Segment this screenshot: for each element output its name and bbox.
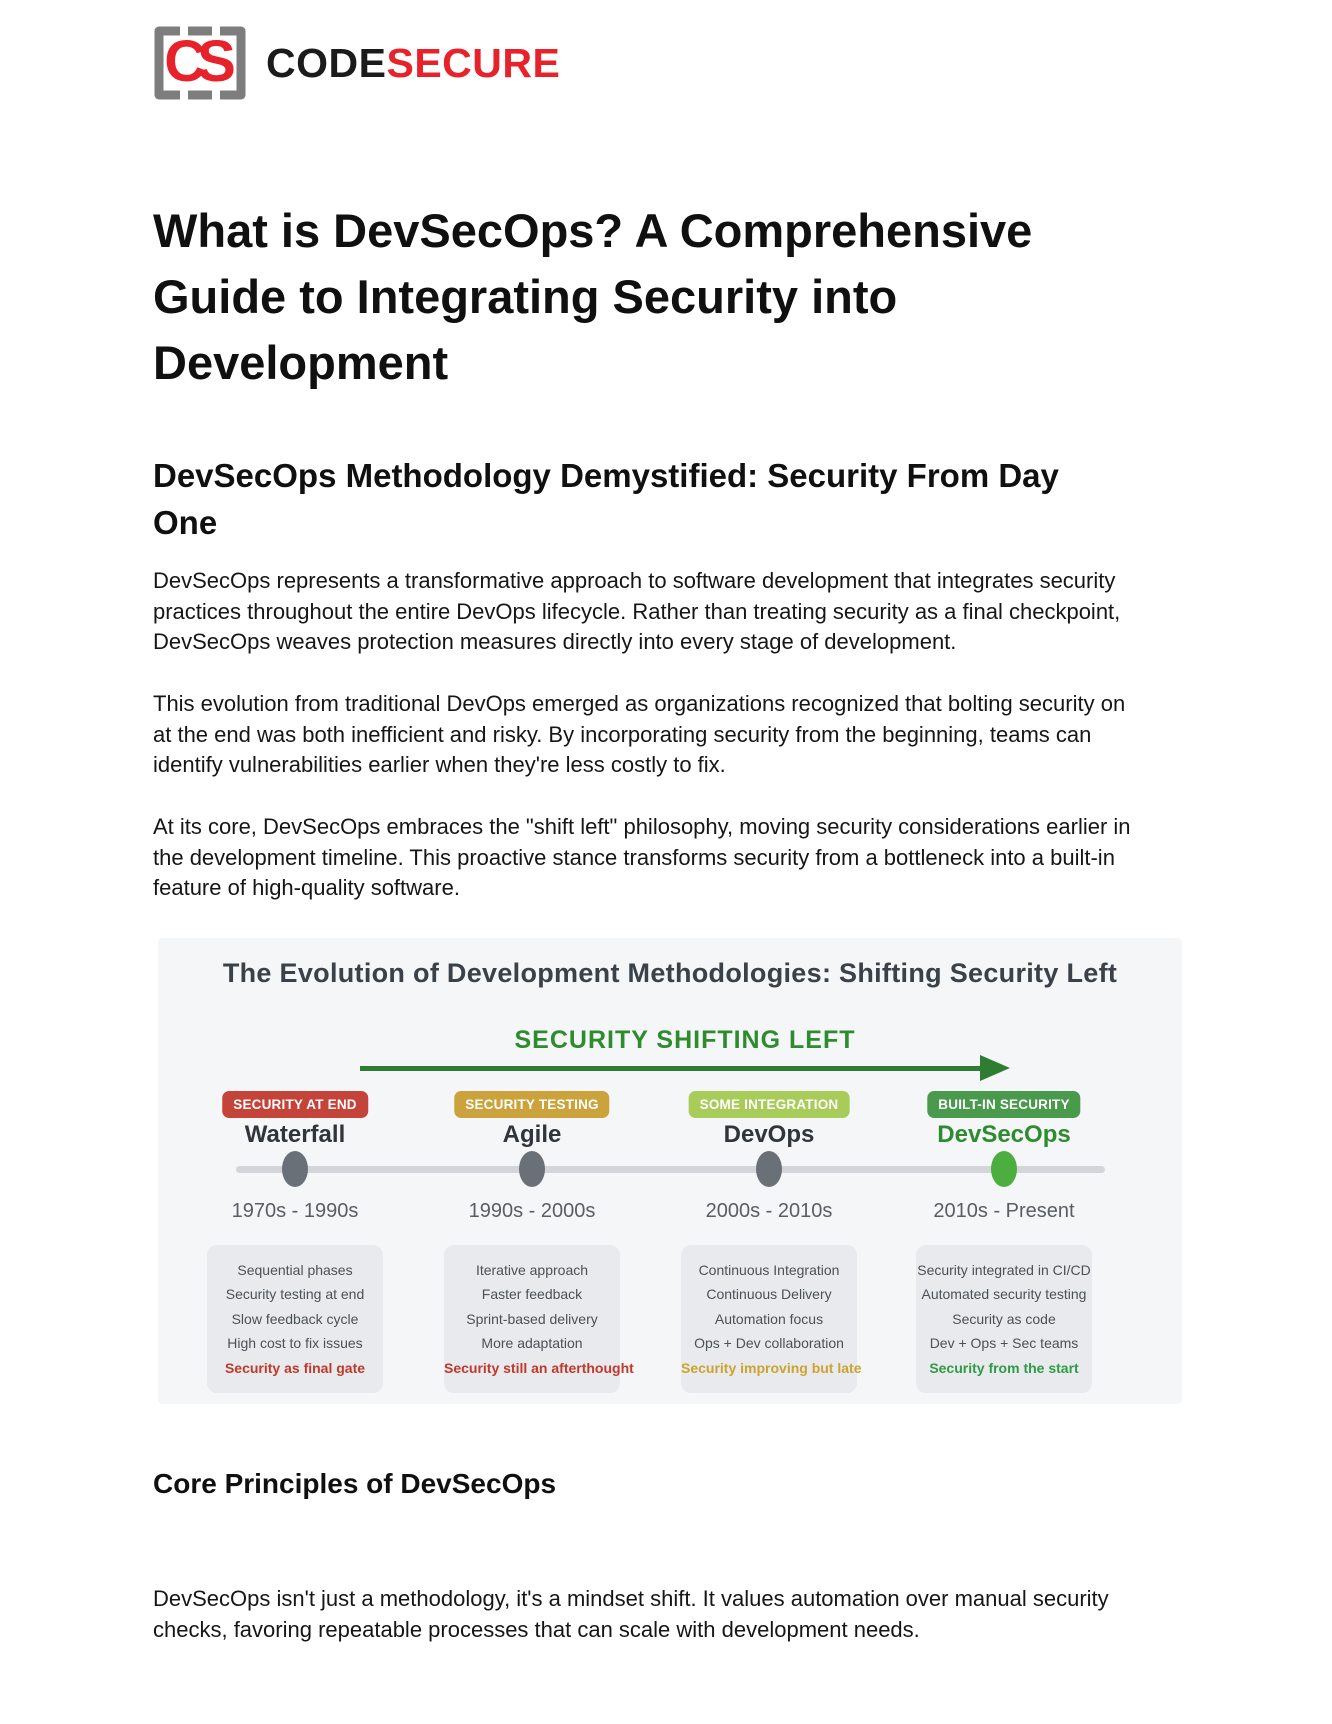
timeline-period: 1970s - 1990s xyxy=(231,1200,359,1222)
methodology-card xyxy=(444,1245,634,1393)
card-highlight: Security improving but late xyxy=(681,1359,862,1376)
cs-brackets-icon xyxy=(150,25,250,101)
page-title: What is DevSecOps? A Comprehensive Guide to Integrating Security into Development xyxy=(153,204,1033,389)
timeline-period: 1990s - 2000s xyxy=(468,1200,596,1222)
security-level-badge: BUILT-IN SECURITY xyxy=(927,1091,1080,1118)
card-item: Dev + Ops + Sec teams xyxy=(929,1335,1079,1352)
card-item: High cost to fix issues xyxy=(227,1335,363,1352)
methodology-card xyxy=(207,1245,383,1393)
timeline-period: 2010s - Present xyxy=(933,1200,1075,1222)
card-item: Automation focus xyxy=(714,1310,824,1327)
card-item: Sequential phases xyxy=(237,1262,353,1278)
card-highlight: Security as final gate xyxy=(224,1359,366,1376)
shift-left-paragraph: At its core, DevSecOps embraces the "shift left" philosophy, moving security considerations earlier in the development timeline. This proactive stance transforms security from a bottleneck into a built-in feature of high-quality software. xyxy=(153,814,1131,900)
card-item: More adaptation xyxy=(481,1335,583,1352)
card-item: Ops + Dev collaboration xyxy=(694,1335,844,1352)
methodology-name: Waterfall xyxy=(244,1121,346,1148)
section-subtitle: DevSecOps Methodology Demystified: Security From Day One xyxy=(153,457,1059,541)
card-item: Continuous Integration xyxy=(698,1262,840,1278)
evolution-infographic xyxy=(158,938,1182,1404)
codesecure-logo-link[interactable] xyxy=(150,25,560,101)
card-item: Security integrated in CI/CD xyxy=(917,1262,1091,1278)
card-item: Sprint-based delivery xyxy=(466,1310,598,1327)
evolution-paragraph: This evolution from traditional DevOps emerged as organizations recognized that bolting security on at the end was both inefficient and risky. By incorporating security from the beginning, teams can identify vulnerabilities earlier when they're less costly to fix. xyxy=(153,691,1126,777)
security-level-badge: SECURITY TESTING xyxy=(454,1091,609,1118)
card-item: Iterative approach xyxy=(475,1262,589,1278)
card-highlight: Security from the start xyxy=(929,1359,1079,1376)
intro-paragraph: DevSecOps represents a transformative approach to software development that integrates security practices throughout the entire DevOps lifecycle. Rather than treating security as a final checkpoint, DevSecOps weaves protection measures directly into every stage of development. xyxy=(153,568,1121,654)
infographic-title: The Evolution of Development Methodologies: Shifting Security Left xyxy=(222,958,1118,988)
methodology-name: Agile xyxy=(502,1121,562,1148)
methodology-column-devops xyxy=(651,1088,887,1388)
timeline-period: 2000s - 2010s xyxy=(705,1200,833,1222)
card-highlight: Security still an afterthought xyxy=(444,1359,634,1376)
logo-word-secure: SECURE xyxy=(386,39,561,86)
security-level-badge: SECURITY AT END xyxy=(222,1091,368,1118)
logo-word-code: CODE xyxy=(266,39,387,86)
methodology-name: DevOps xyxy=(723,1121,815,1148)
timeline-dot xyxy=(756,1151,782,1187)
methodology-card xyxy=(681,1245,862,1393)
security-shifting-left-label: SECURITY SHIFTING LEFT xyxy=(514,1026,856,1054)
right-arrow-line xyxy=(360,1066,982,1071)
timeline-dot xyxy=(282,1151,308,1187)
core-principles-paragraph: DevSecOps isn't just a methodology, it's a mindset shift. It values automation over manual security checks, favoring repeatable processes that can scale with development needs. xyxy=(153,1586,1109,1642)
methodology-name: DevSecOps xyxy=(937,1121,1071,1148)
logo-wordmark xyxy=(266,40,560,87)
security-level-badge: SOME INTEGRATION xyxy=(689,1091,850,1118)
card-item: Slow feedback cycle xyxy=(231,1310,359,1327)
methodology-card xyxy=(916,1245,1092,1393)
timeline-dot xyxy=(991,1151,1017,1187)
methodology-column-agile xyxy=(414,1088,650,1388)
card-item: Security testing at end xyxy=(225,1286,365,1303)
card-item: Automated security testing xyxy=(921,1286,1087,1303)
logo-cs-monogram: CS xyxy=(164,29,227,95)
card-item: Faster feedback xyxy=(481,1286,583,1303)
timeline-dot xyxy=(519,1151,545,1187)
card-item: Continuous Delivery xyxy=(706,1286,832,1303)
core-principles-heading: Core Principles of DevSecOps xyxy=(153,1468,557,1499)
methodology-column-devsecops xyxy=(886,1088,1122,1388)
methodology-column-waterfall xyxy=(177,1088,413,1388)
card-item: Security as code xyxy=(952,1310,1056,1327)
right-arrow-head-icon xyxy=(980,1055,1010,1081)
